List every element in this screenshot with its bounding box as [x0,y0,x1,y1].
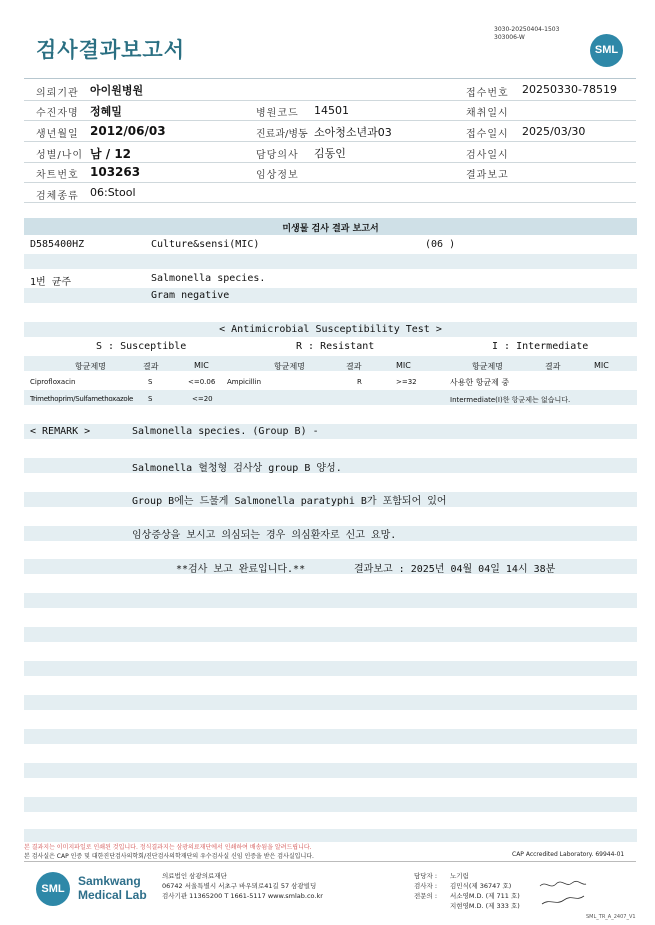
hospital-code-label: 병원코드 [256,108,299,119]
test-date-label: 검사일시 [466,150,509,161]
clinical-info-label: 임상정보 [256,170,299,181]
ast-agent: Trimethoprim/Sulfamethoxazole [30,395,133,403]
patient-label: 수진자명 [36,108,79,119]
sml-logo-icon: SML [36,872,70,906]
col-agent-header: 항균제명 [274,362,305,371]
gram-stain: Gram negative [151,290,230,301]
tester-name: 김민식(제 36747 호) [450,882,512,890]
sex-age-value: 남 / 12 [90,147,132,161]
org-info [162,871,323,901]
brand-name-line-2: Medical Lab [78,888,147,902]
legend-susceptible: S : Susceptible [96,341,187,352]
header-row-divider [24,141,636,142]
col-result-header: 결과 [346,362,362,371]
tester-label: 검사자 : [414,882,438,890]
staff-label: 담당자 : [414,872,438,880]
specialist-name: 지현영M.D. (제 333 호) [450,902,520,910]
staff-values [450,871,520,911]
patient-value: 정혜밀 [90,105,122,118]
chart-no-value: 103263 [90,165,141,179]
doctor-value: 김동인 [314,147,346,160]
legend-resistant: R : Resistant [296,341,375,352]
report-complete-message: **검사 보고 완료입니다.** [176,564,306,575]
org-name: 의료법인 삼광의료재단 [162,872,227,880]
remark-line: 임상증상을 보시고 의심되는 경우 의심환자로 신고 요망. [132,530,397,541]
specialist-name: 서소영M.D. (제 711 호) [450,892,520,900]
col-mic-header: MIC [594,361,609,370]
organism-label: 1번 균주 [30,277,72,288]
test-code: D585400HZ [30,239,85,250]
report-title: 검사결과보고서 [36,38,186,62]
specimen-label: 검체종류 [36,191,79,202]
col-agent-header: 항균제명 [472,362,503,371]
dept-value: 소아청소년과03 [314,126,392,139]
ast-agent: Ciprofloxacin [30,378,76,386]
receipt-no-label: 접수번호 [466,88,509,99]
ast-mic: <=0.06 [188,378,216,386]
ast-result: S [148,378,153,386]
collect-time-label: 채취일시 [466,108,509,119]
institution-value: 아이원병원 [90,84,144,97]
row-band [24,627,637,642]
ast-agent: Ampicillin [227,378,262,386]
remark-line: Group B에는 드물게 Salmonella paratyphi B가 포함되어 있어 [132,496,447,507]
col-result-header: 결과 [143,362,159,371]
organism-name: Salmonella species. [151,273,266,284]
receipt-date-value: 2025/03/30 [522,125,586,138]
row-band [24,695,637,710]
dob-label: 생년월일 [36,129,79,140]
specialist-label: 전문의 : [414,892,438,900]
ast-mic: <=20 [192,395,213,403]
section-title: 미생물 검사 결과 보고서 [282,224,379,234]
dob-value: 2012/06/03 [90,124,166,138]
row-band [24,729,637,744]
result-report-label: 결과보고 [466,170,509,181]
remark-line: Salmonella species. (Group B) - [132,426,319,437]
staff-name: 노기림 [450,872,469,880]
signature-image [538,878,588,912]
header-top-rule [24,78,636,79]
remark-label: < REMARK > [30,426,91,437]
cap-number: CAP Accredited Laboratory. 69944-01 [512,851,625,858]
row-band [24,829,637,842]
receipt-date-label: 접수일시 [466,129,509,140]
row-band [24,254,637,269]
document-number-line-2: 303006-W [494,34,525,41]
ast-result: R [357,378,362,386]
col-result-header: 결과 [545,362,561,371]
legend-intermediate: I : Intermediate [492,341,589,352]
col-mic-header: MIC [396,361,411,370]
doctor-label: 담당의사 [256,150,299,161]
org-contact: 검사기관 11365200 T 1661-5117 www.smlab.co.kr [162,892,323,900]
staff-labels [414,871,437,901]
footer-rule [24,861,636,862]
hospital-code-value: 14501 [314,104,349,117]
row-band [24,593,637,608]
header-row-divider [24,100,636,101]
receipt-no-value: 20250330-78519 [522,83,617,96]
header-row-divider [24,182,636,183]
specimen-value: 06:Stool [90,186,136,199]
header-row-divider [24,120,636,121]
sex-age-label: 성별/나이 [36,150,84,161]
report-time: 결과보고 : 2025년 04월 04일 14시 38분 [354,564,556,575]
brand-name-line-1: Samkwang [78,874,141,888]
row-band [24,763,637,778]
sml-logo-icon: SML [590,34,623,67]
test-name: Culture&sensi(MIC) [151,239,260,250]
ast-result: S [148,395,153,403]
col-mic-header: MIC [194,361,209,370]
ast-title: < Antimicrobial Susceptibility Test > [219,324,442,335]
dept-label: 진료과/병동 [256,129,308,140]
institution-label: 의뢰기관 [36,88,79,99]
remark-line: Salmonella 혈청형 검사상 group B 양성. [132,463,342,474]
row-band [24,661,637,676]
org-address: 06742 서울특별시 서초구 바우뫼로41길 57 삼광빌딩 [162,882,317,890]
col-agent-header: 항균제명 [75,362,106,371]
test-specimen-code: (06 ) [425,239,456,250]
header-row-divider [24,162,636,163]
ast-note: Intermediate(I)한 항균제는 없습니다. [450,396,571,404]
accreditation-notice: 본 검사실은 CAP 인증 및 대한진단검사의학회/진단검사의학재단의 우수검사실 신임 인증을 받은 검사실입니다. [24,853,314,860]
row-band [24,424,637,439]
document-number-line-1: 3030-20250404-1503 [494,26,560,33]
form-code: SML_TR_A_2407_V1 [586,914,636,920]
ast-note: 사용한 항균제 중 [450,378,510,387]
row-band [24,797,637,812]
document-number [494,26,559,42]
ast-mic: >=32 [396,378,417,386]
chart-no-label: 차트번호 [36,170,79,181]
row-band [24,288,637,303]
brand-name [78,874,147,902]
image-notice: 본 결과지는 이미지파일로 인쇄된 것입니다. 정식결과지는 삼광의료재단에서 인쇄하여 배송됨을 알려드립니다. [24,844,312,851]
header-bottom-rule [24,202,636,203]
